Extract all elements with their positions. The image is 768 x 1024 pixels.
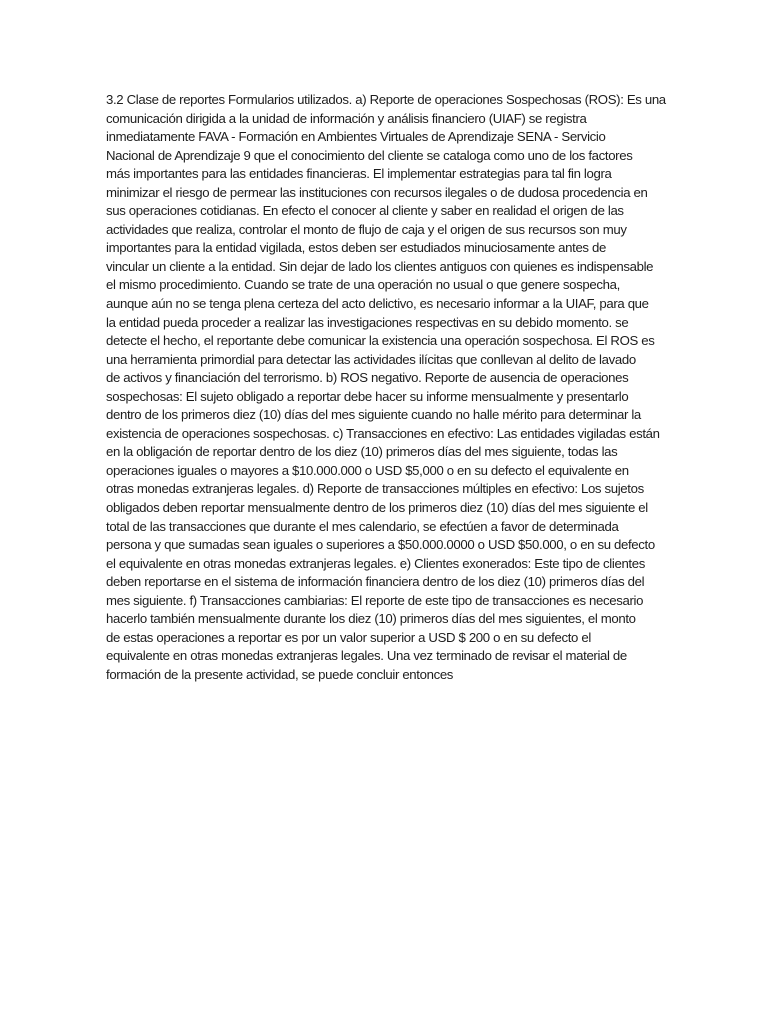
paragraph-line: otras monedas extranjeras legales. d) Reporte de transacciones múltiples en efectivo: Los sujetos (106, 481, 644, 497)
paragraph-line: sus operaciones cotidianas. En efecto el conocer al cliente y saber en realidad el origen de las (106, 203, 624, 219)
paragraph-line: total de las transacciones que durante el mes calendario, se efectúen a favor de determinada (106, 518, 619, 534)
paragraph-line: el mismo procedimiento. Cuando se trate de una operación no usual o que genere sospecha, (106, 277, 620, 293)
paragraph-line: minimizar el riesgo de permear las instituciones con recursos ilegales o de dudosa procedencia en (106, 184, 648, 200)
paragraph-line: detecte el hecho, el reportante debe comunicar la existencia una operación sospechosa. El ROS es (106, 333, 655, 349)
paragraph-line: el equivalente en otras monedas extranjeras legales. e) Clientes exonerados: Este tipo de clientes (106, 555, 645, 571)
paragraph-line: una herramienta primordial para detectar las actividades ilícitas que conllevan al delito de lavado (106, 351, 636, 367)
paragraph-line: aunque aún no se tenga plena certeza del acto delictivo, es necesario informar a la UIAF, para que (106, 296, 649, 312)
body-paragraph (106, 91, 666, 685)
paragraph-line: en la obligación de reportar dentro de los diez (10) primeros días del mes siguiente, todas las (106, 444, 618, 460)
paragraph-line: dentro de los primeros diez (10) días del mes siguiente cuando no halle mérito para determinar la (106, 407, 641, 423)
paragraph-line: mes siguiente. f) Transacciones cambiarias: El reporte de este tipo de transacciones es necesario (106, 592, 644, 608)
paragraph-line: actividades que realiza, controlar el monto de flujo de caja y el origen de sus recursos son muy (106, 221, 627, 237)
paragraph-line: comunicación dirigida a la unidad de información y análisis financiero (UIAF) se registra (106, 110, 587, 126)
paragraph-line: equivalente en otras monedas extranjeras legales. Una vez terminado de revisar el material de (106, 648, 627, 664)
paragraph-line: operaciones iguales o mayores a $10.000.000 o USD $5,000 o en su defecto el equivalente en (106, 462, 629, 478)
paragraph-line: la entidad pueda proceder a realizar las investigaciones respectivas en su debido momento. se (106, 314, 629, 330)
paragraph-line: de estas operaciones a reportar es por un valor superior a USD $ 200 o en su defecto el (106, 629, 591, 645)
paragraph-line: importantes para la entidad vigilada, estos deben ser estudiados minuciosamente antes de (106, 240, 606, 256)
paragraph-line: Nacional de Aprendizaje 9 que el conocimiento del cliente se cataloga como uno de los factores (106, 147, 633, 163)
paragraph-line: 3.2 Clase de reportes Formularios utilizados. a) Reporte de operaciones Sospechosas (ROS): Es una (106, 92, 666, 107)
paragraph-line: vincular un cliente a la entidad. Sin dejar de lado los clientes antiguos con quienes es indispensable (106, 258, 654, 274)
paragraph-line: persona y que sumadas sean iguales o superiores a $50.000.0000 o USD $50.000, o en su defecto (106, 537, 655, 553)
paragraph-line: formación de la presente actividad, se puede concluir entonces (106, 666, 454, 682)
paragraph-line: más importantes para las entidades financieras. El implementar estrategias para tal fin logra (106, 166, 612, 182)
paragraph-line: inmediatamente FAVA - Formación en Ambientes Virtuales de Aprendizaje SENA - Servicio (106, 129, 606, 145)
paragraph-line: hacerlo también mensualmente durante los diez (10) primeros días del mes siguientes, el monto (106, 611, 636, 627)
paragraph-line: existencia de operaciones sospechosas. c) Transacciones en efectivo: Las entidades vigiladas están (106, 425, 660, 441)
paragraph-line: obligados deben reportar mensualmente dentro de los primeros diez (10) días del mes siguiente el (106, 500, 648, 516)
paragraph-line: sospechosas: El sujeto obligado a reportar debe hacer su informe mensualmente y presentarlo (106, 388, 629, 404)
paragraph-line: deben reportarse en el sistema de información financiera dentro de los diez (10) primeros días del (106, 574, 645, 590)
paragraph-line: de activos y financiación del terrorismo. b) ROS negativo. Reporte de ausencia de operaciones (106, 370, 629, 386)
